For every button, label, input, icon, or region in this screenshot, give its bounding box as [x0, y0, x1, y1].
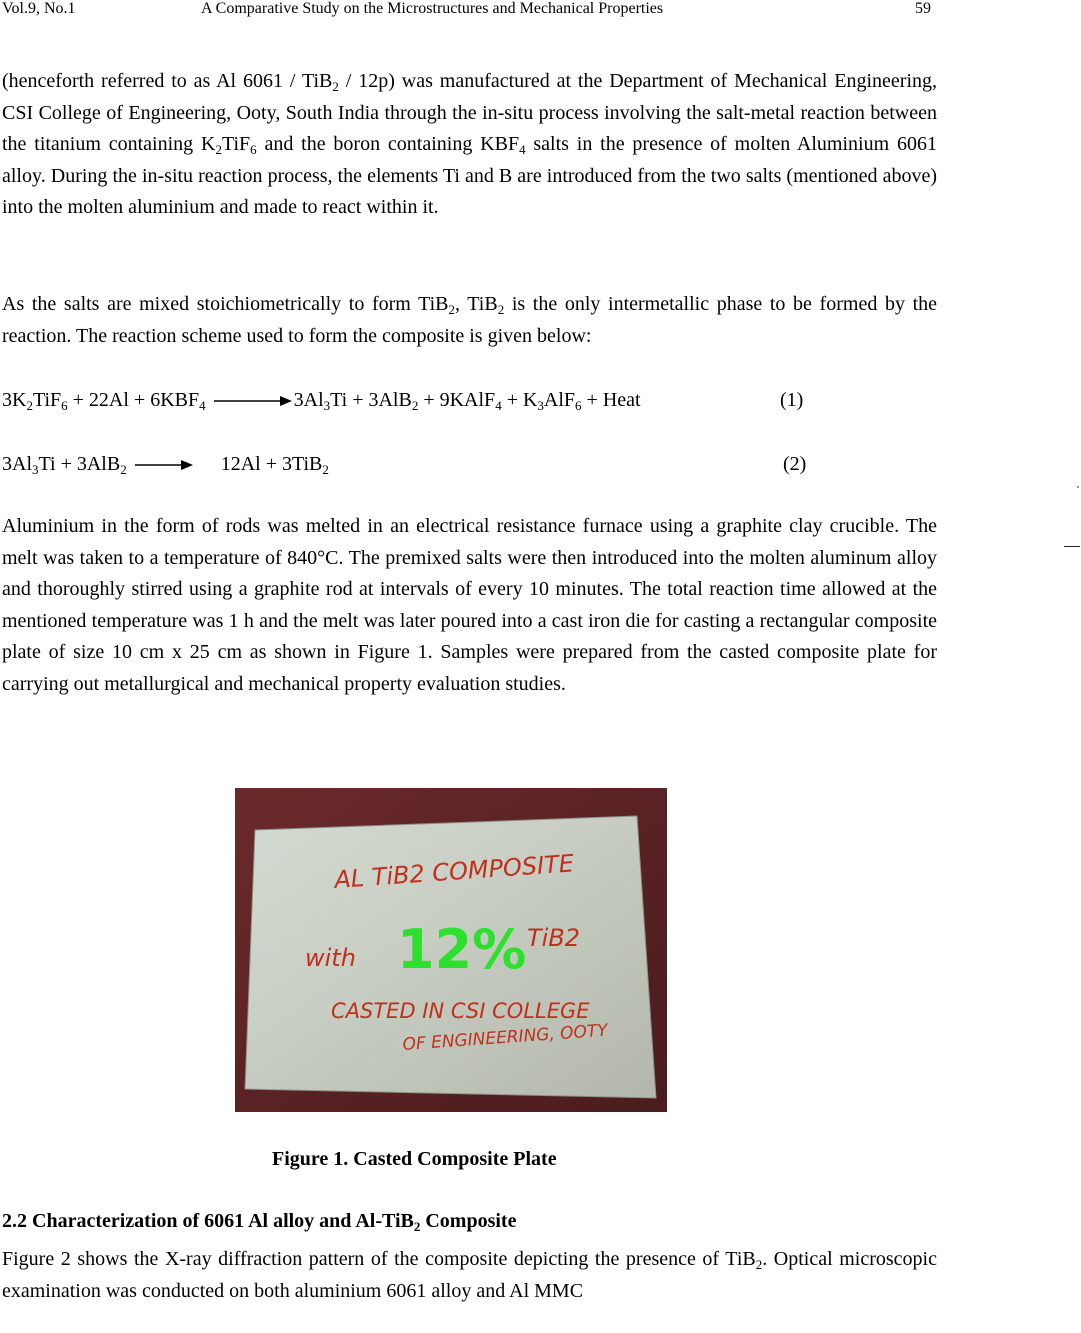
plate-text-with: with: [305, 944, 356, 972]
margin-mark: [1064, 546, 1080, 547]
running-header: [0, 0, 1081, 24]
section-heading-2-2: 2.2 Characterization of 6061 Al alloy and Al-TiB$_2$ Composite: [2, 1210, 517, 1234]
plate-text-tib2: TiB2: [527, 924, 581, 952]
equation-1: $3K_2TiF_6 + 22Al + 6KBF_4$ $3Al_3Ti + 3AlB_2$ + 9KAlF$_4$ + $K_3AlF_6$ + Heat: [2, 389, 641, 413]
paragraph-stoichiometry: As the salts are mixed stoichiometrically to form TiB$_2$, TiB$_2$ is the only intermetallic phase to be formed by the reaction. The reaction scheme used to form the composite is given below:: [2, 293, 937, 347]
running-title: A Comparative Study on the Microstructures and Mechanical Properties: [201, 0, 664, 17]
plate-text-line4: OF ENGINEERING, OOTY: [401, 1020, 609, 1055]
page-number: 59: [915, 0, 931, 17]
reaction-arrow-icon: [135, 459, 193, 471]
paragraph-manufacture: (henceforth referred to as Al 6061 / TiB$_2$ / 12p) was manufactured at the Department of Mechanical Engineering, CSI College of Engineering, Ooty, South India through the in-situ process involving the salt-metal reaction between the titanium containing $K_2TiF_6$ and the boron containing $KBF_4$ salts in the presence of molten Aluminium 6061 alloy. During the in-situ reaction process, the elements Ti and B are introduced from the two salts (mentioned above) into the molten aluminium and made to react within it.: [2, 70, 937, 219]
plate-text-line3: CASTED IN CSI COLLEGE: [331, 999, 590, 1023]
figure-1-caption: Figure 1. Casted Composite Plate: [272, 1148, 557, 1170]
journal-volume: Vol.9, No.1: [2, 0, 76, 17]
plate-text-percent: 12%: [397, 918, 527, 981]
paragraph-melting-process: Aluminium in the form of rods was melted in an electrical resistance furnace using a graphite clay crucible. The melt was taken to a temperature of 840°C. The premixed salts were then introduced into the molten aluminum alloy and thoroughly stirred using a graphite rod at intervals of every 10 minutes. The total reaction time allowed at the mentioned temperature was 1 h and the melt was later poured into a cast iron die for casting a rectangular composite plate of size 10 cm x 25 cm as shown in Figure 1. Samples were prepared from the casted composite plate for carrying out metallurgical and mechanical property evaluation studies.: [2, 515, 937, 695]
reaction-arrow-icon: [214, 395, 292, 407]
equation-1-number: (1): [780, 389, 804, 411]
plate-text-line1: AL TiB2 COMPOSITE: [333, 849, 575, 894]
equation-2-number: (2): [783, 453, 807, 475]
paragraph-xrd: Figure 2 shows the X-ray diffraction pattern of the composite depicting the presence of TiB$_2$. Optical microscopic examination was conducted on both aluminium 6061 alloy and Al MMC: [2, 1248, 937, 1302]
composite-plate-photo: [235, 788, 667, 1112]
equation-2: $3Al_3Ti + 3AlB_2$ 12Al + 3TiB$_2$: [2, 453, 329, 477]
margin-dot: [1077, 486, 1079, 488]
